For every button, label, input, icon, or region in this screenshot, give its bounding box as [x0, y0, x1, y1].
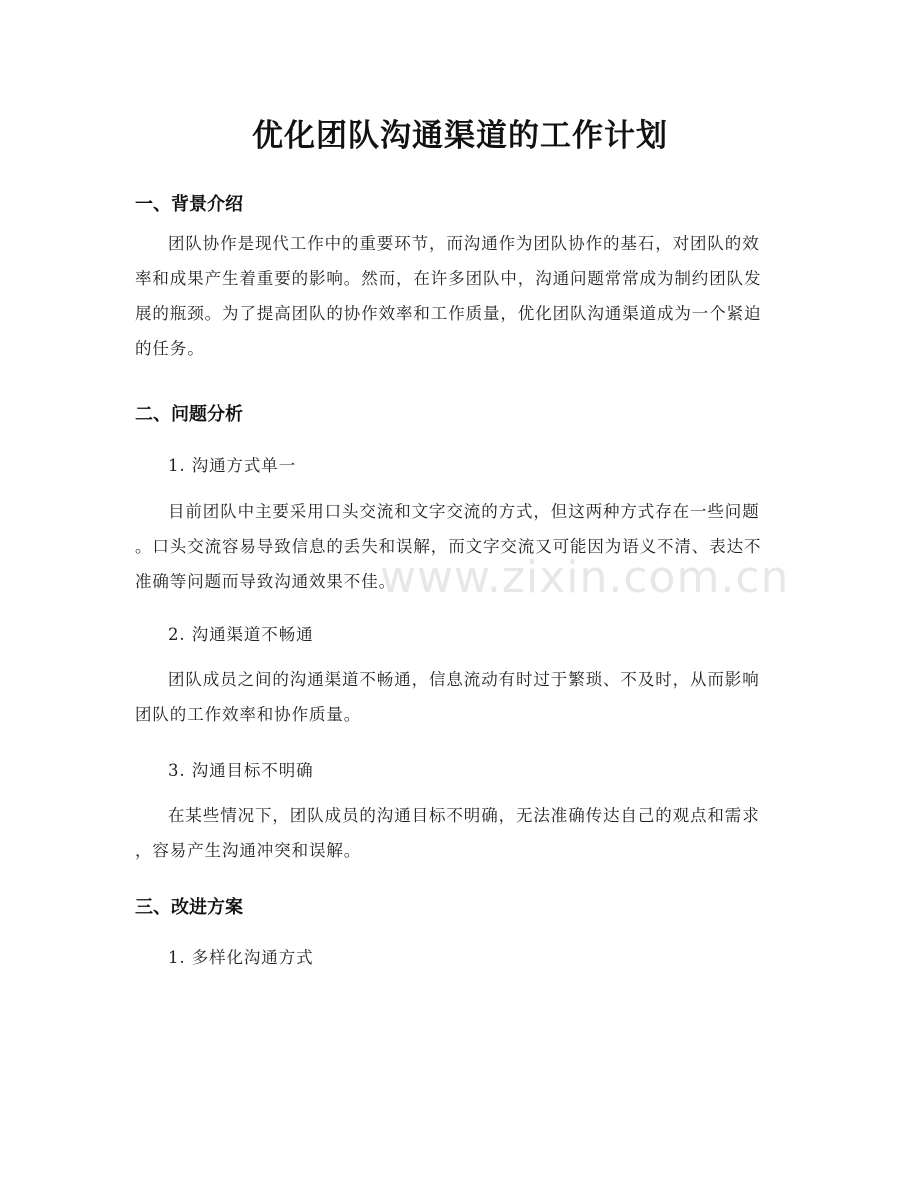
document-title: 优化团队沟通渠道的工作计划 — [252, 118, 668, 154]
background-paragraph — [135, 226, 785, 366]
paragraph-line: 准确等问题而导致沟通效果不佳。 — [135, 572, 396, 591]
paragraph-line: 。口头交流容易导致信息的丢失和误解，而文字交流又可能因为语义不清、表达不 — [135, 537, 762, 556]
problem-item-label: 3. 沟通目标不明确 — [168, 761, 314, 780]
problem-paragraph — [135, 798, 785, 868]
problem-item-label: 1. 沟通方式单一 — [168, 456, 297, 475]
paragraph-line: 展的瓶颈。为了提高团队的协作效率和工作质量，优化团队沟通渠道成为一个紧迫 — [135, 304, 762, 323]
problem-item-label: 2. 沟通渠道不畅通 — [168, 625, 314, 644]
paragraph-line: ，容易产生沟通冲突和误解。 — [135, 841, 362, 860]
paragraph-line: 团队的工作效率和协作质量。 — [135, 705, 362, 724]
paragraph-line: 团队协作是现代工作中的重要环节，而沟通作为团队协作的基石，对团队的效 — [168, 234, 760, 253]
problem-paragraph — [135, 494, 785, 599]
section-heading-improvement-plan: 三、改进方案 — [135, 897, 243, 918]
section-heading-problem-analysis: 二、问题分析 — [135, 404, 243, 425]
watermark: www.zixin.com.cn — [380, 552, 790, 603]
improvement-item-label: 1. 多样化沟通方式 — [168, 948, 314, 967]
problem-paragraph — [135, 662, 785, 732]
paragraph-line: 在某些情况下，团队成员的沟通目标不明确，无法准确传达自己的观点和需求 — [168, 806, 760, 825]
paragraph-line: 团队成员之间的沟通渠道不畅通，信息流动有时过于繁琐、不及时，从而影响 — [168, 670, 760, 689]
section-heading-background: 一、背景介绍 — [135, 194, 243, 215]
paragraph-line: 率和成果产生着重要的影响。然而，在许多团队中，沟通问题常常成为制约团队发 — [135, 269, 762, 288]
paragraph-line: 的任务。 — [135, 339, 205, 358]
paragraph-line: 目前团队中主要采用口头交流和文字交流的方式，但这两种方式存在一些问题 — [168, 502, 760, 521]
